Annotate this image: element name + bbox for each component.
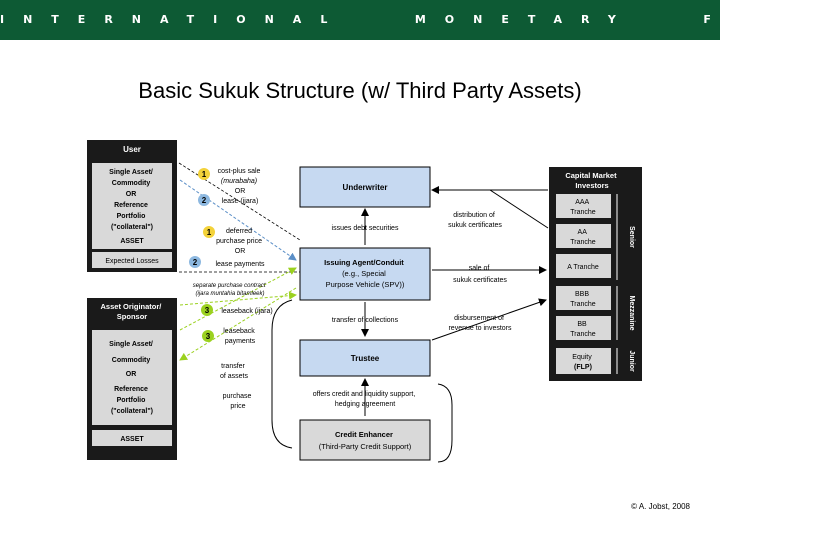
tranche-label: Equity [572,354,592,361]
group-mezzanine: Mezzanine [628,295,635,331]
user-asset-line: Single Asset/ [109,169,153,176]
disbursement-label: disbursement of [454,315,504,322]
tranche-label: BB [577,321,587,328]
svg-text:separate purchase contract [193,283,267,297]
tranche-label: AA [577,229,587,236]
originator-asset-line: ("collateral") [110,408,154,415]
transfer-bracket [272,300,292,448]
issues-debt-label: issues debt securities [331,225,399,232]
credit-note: © A. Jobst, 2008 [631,502,690,511]
tranche-aa [556,224,611,248]
step-label: lease payments [215,261,265,268]
step-3b [202,328,257,345]
step-label: purchase price [216,238,262,245]
transfer-collections-label: transfer of collections [331,317,399,324]
expected-losses: Expected Losses [105,258,159,265]
credit-enhancer-box [300,420,430,460]
originator-asset-line: Reference [114,386,148,393]
disbursement-label: revenue to investors [448,325,512,332]
originator-asset-line: OR [125,371,137,378]
tranche-a [556,254,611,278]
svg-text:cost-plus sale (murabaha [218,168,263,195]
investors-header: Investors [575,181,609,190]
originator-asset-line: Commodity [111,357,151,364]
tranche-label: BBB [575,291,590,298]
investors-box [549,167,642,381]
distribution-label: sukuk certificates [448,222,502,229]
svg-text:leaseback payments [223,328,256,345]
svg-text:distribution of sukuk cert [448,212,502,229]
user-asset-line: OR [125,191,137,198]
user-asset-line: ("collateral") [110,224,154,231]
slide-title: Basic Sukuk Structure (w/ Third Party Assets) [138,78,582,103]
group-senior: Senior [628,226,635,248]
originator-box [87,298,177,460]
tranche-aaa [556,194,611,218]
step-number: 3 [205,332,211,341]
step-number: 2 [201,196,207,205]
contract-note: (ijara muntahia bitamleek) [195,291,265,297]
user-header: User [123,145,141,154]
svg-text:purchase price [223,393,254,410]
step-number: 2 [192,258,198,267]
step-number: 1 [206,228,212,237]
step-label: leaseback (ijara) [221,308,273,315]
user-box [87,140,177,272]
step-label: cost-plus sale [217,168,261,175]
tranche-label: Tranche [570,301,596,308]
step-2a [198,194,258,206]
svg-text:deferred purchase price [216,228,264,255]
step-number: 3 [204,306,210,315]
tranche-label: Tranche [570,209,596,216]
spv-label: Purpose Vehicle (SPV)) [325,280,405,289]
tranche-label: AAA [575,199,589,206]
spv-label: Issuing Agent/Conduit [324,258,404,267]
step-label: payments [224,338,256,345]
user-asset-line: Portfolio [116,213,146,220]
transfer-assets-label: transfer [221,363,245,370]
tranche-label: (FLP) [574,364,592,371]
tranche-bbb [556,286,611,310]
credit-bracket [438,384,452,462]
svg-text:sale of sukuk certificates [453,265,507,284]
tranche-label: Tranche [570,331,596,338]
spv-label: (e.g., Special [342,269,386,278]
offers-credit-label: offers credit and liquidity support, [312,391,416,398]
trustee-box [300,340,430,376]
originator-asset-label: ASSET [120,436,144,443]
purchase-price-label: price [230,403,246,410]
originator-asset-line: Portfolio [116,397,146,404]
tranche-label: Tranche [570,239,596,246]
step-label: (murabaha) [220,178,258,185]
originator-asset-line: Single Asset/ [109,341,153,348]
underwriter-box [300,167,430,207]
banner-text: INTERNATIONAL MONETARY FUND [0,13,814,26]
trustee-label: Trustee [350,354,380,363]
sale-label: sukuk certificates [453,277,507,284]
step-number: 1 [201,170,207,179]
underwriter-label: Underwriter [342,183,388,192]
step-2b [189,256,265,268]
group-junior: Junior [628,350,635,372]
credit-enhancer-label: (Third-Party Credit Support) [318,442,412,451]
step-1a [198,168,262,195]
transfer-assets-label: of assets [219,373,249,380]
tranche-label: A Tranche [567,264,599,271]
step-3a [201,304,273,316]
originator-header-line: Sponsor [116,312,148,321]
user-asset-line: Commodity [111,180,151,187]
credit-enhancer-label: Credit Enhancer [334,430,393,439]
investors-header: Capital Market [565,171,617,180]
step-1b [203,226,264,255]
user-asset-label: ASSET [120,238,144,245]
purchase-price-label: purchase [222,393,252,400]
tranche-bb [556,316,611,340]
step-label: leaseback [223,328,255,335]
step-label: lease (ijara) [221,198,259,205]
contract-note: separate purchase contract [192,283,266,289]
step-label: deferred [225,228,253,235]
tranche-equity [556,348,611,374]
offers-credit-label: hedging agreement [334,401,396,408]
svg-text:transfer of assets [220,363,249,380]
user-asset-line: Reference [114,202,148,209]
step-label: OR [234,248,246,255]
distribution-label: distribution of [453,212,495,219]
sale-label: sale of [468,265,490,272]
step-label: OR [234,188,246,195]
originator-header-line: Asset Originator/ [100,302,162,311]
spv-box [300,248,430,300]
